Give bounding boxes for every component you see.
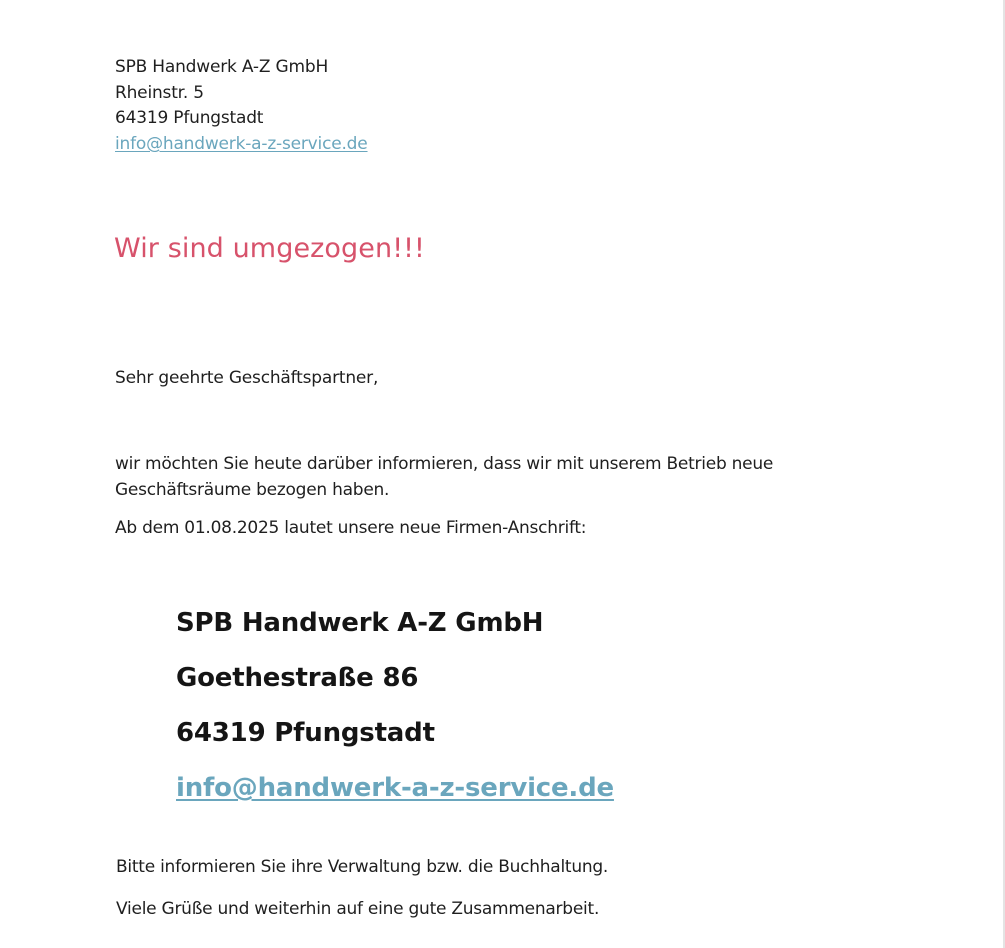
sender-street: Rheinstr. 5	[115, 82, 204, 103]
headline: Wir sind umgezogen!!!	[114, 233, 425, 264]
new-address-email-line	[176, 761, 614, 816]
intro-line-2: Geschäftsräume bezogen haben.	[115, 480, 390, 500]
closing-greeting: Viele Grüße und weiterhin auf eine gute Zusammenarbeit.	[116, 899, 600, 919]
sender-address-block	[115, 55, 368, 157]
closing-request: Bitte informieren Sie ihre Verwaltung bzw. die Buchhaltung.	[116, 857, 609, 877]
intro-paragraph	[115, 451, 773, 503]
new-address-city: 64319 Pfungstadt	[176, 718, 435, 748]
salutation: Sehr geehrte Geschäftspartner,	[115, 368, 379, 388]
new-address-block	[176, 596, 614, 816]
sender-email-line	[115, 132, 368, 158]
new-address-email-link[interactable]: info@handwerk-a-z-service.de	[176, 773, 614, 803]
new-address-street: Goethestraße 86	[176, 663, 419, 693]
effective-date-line: Ab dem 01.08.2025 lautet unsere neue Firmen-Anschrift:	[115, 518, 587, 538]
sender-city: 64319 Pfungstadt	[115, 108, 264, 128]
new-address-company: SPB Handwerk A-Z GmbH	[176, 608, 544, 638]
intro-line-1: wir möchten Sie heute darüber informieren, dass wir mit unserem Betrieb neue	[115, 454, 774, 474]
sender-email-link[interactable]: info@handwerk-a-z-service.de	[115, 133, 368, 154]
sender-company: SPB Handwerk A-Z GmbH	[115, 57, 329, 77]
